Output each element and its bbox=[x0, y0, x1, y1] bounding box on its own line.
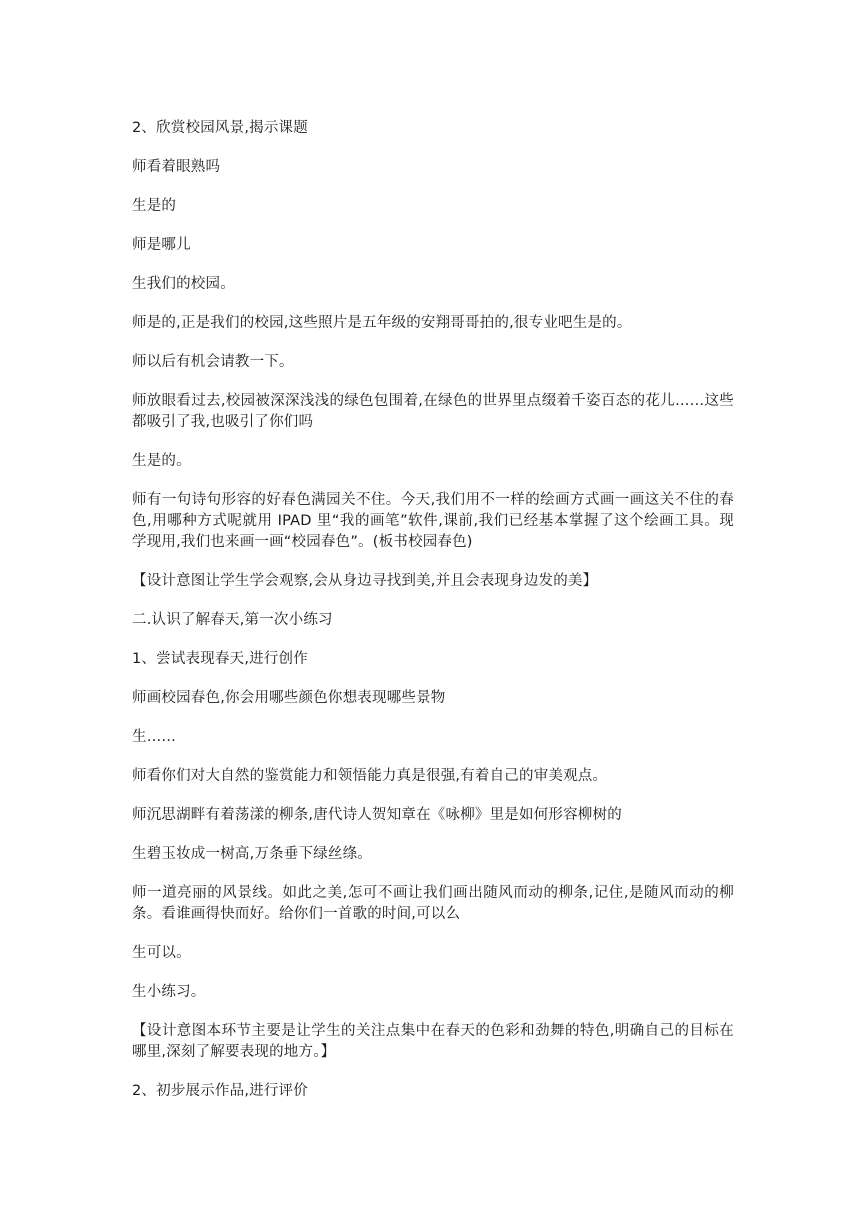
paragraph-student-1: 生是的 bbox=[132, 198, 177, 214]
document-body bbox=[132, 118, 734, 1120]
paragraph-teacher-1: 师看着眼熟吗 bbox=[132, 159, 221, 175]
paragraph-teacher-5: 师放眼看过去,校园被深深浅浅的绿色包围着,在绿色的世界里点缀着千姿百态的花儿……这些都吸引了我,也吸引了你们吗 bbox=[132, 393, 734, 430]
paragraph-teacher-3: 师是的,正是我们的校园,这些照片是五年级的安翔哥哥拍的,很专业吧生是的。 bbox=[132, 315, 632, 331]
paragraph-student-5: 生碧玉妆成一树高,万条垂下绿丝绦。 bbox=[132, 846, 373, 862]
design-intent-note-2: 【设计意图本环节主要是让学生的关注点集中在春天的色彩和劲舞的特色,明确自己的目标在哪里,深刻了解要表现的地方。】 bbox=[132, 1023, 734, 1060]
subsection-heading-evaluate: 2、初步展示作品,进行评价 bbox=[132, 1083, 308, 1099]
paragraph-student-2: 生我们的校园。 bbox=[132, 276, 235, 292]
section-heading-appreciate: 2、欣赏校园风景,揭示课题 bbox=[132, 120, 308, 136]
paragraph-teacher-8: 师看你们对大自然的鉴赏能力和领悟能力真是很强,有着自己的审美观点。 bbox=[132, 768, 608, 784]
paragraph-teacher-9: 师沉思湖畔有着荡漾的柳条,唐代诗人贺知章在《咏柳》里是如何形容柳树的 bbox=[132, 807, 622, 823]
section-heading-spring: 二.认识了解春天,第一次小练习 bbox=[132, 612, 333, 628]
paragraph-student-3: 生是的。 bbox=[132, 453, 191, 469]
paragraph-teacher-4: 师以后有机会请教一下。 bbox=[132, 354, 294, 370]
paragraph-teacher-7: 师画校园春色,你会用哪些颜色你想表现哪些景物 bbox=[132, 690, 446, 706]
paragraph-student-4: 生…… bbox=[132, 729, 177, 745]
design-intent-note-1: 【设计意图让学生学会观察,会从身边寻找到美,并且会表现身边发的美】 bbox=[132, 573, 598, 589]
paragraph-student-6: 生可以。 bbox=[132, 945, 191, 961]
paragraph-teacher-2: 师是哪儿 bbox=[132, 237, 191, 253]
paragraph-student-7: 生小练习。 bbox=[132, 984, 206, 1000]
subsection-heading-create: 1、尝试表现春天,进行创作 bbox=[132, 651, 308, 667]
paragraph-teacher-6: 师有一句诗句形容的好春色满园关不住。今天,我们用不一样的绘画方式画一画这关不住的春色,用哪种方式呢就用 IPAD 里“我的画笔”软件,课前,我们已经基本掌握了这个绘画工具。现学现用,我们也来画一画“校园春色”。(板书校园春色) bbox=[132, 492, 734, 550]
paragraph-teacher-10: 师一道亮丽的风景线。如此之美,怎可不画让我们画出随风而动的柳条,记住,是随风而动的柳条。看谁画得快而好。给你们一首歌的时间,可以么 bbox=[132, 885, 734, 922]
